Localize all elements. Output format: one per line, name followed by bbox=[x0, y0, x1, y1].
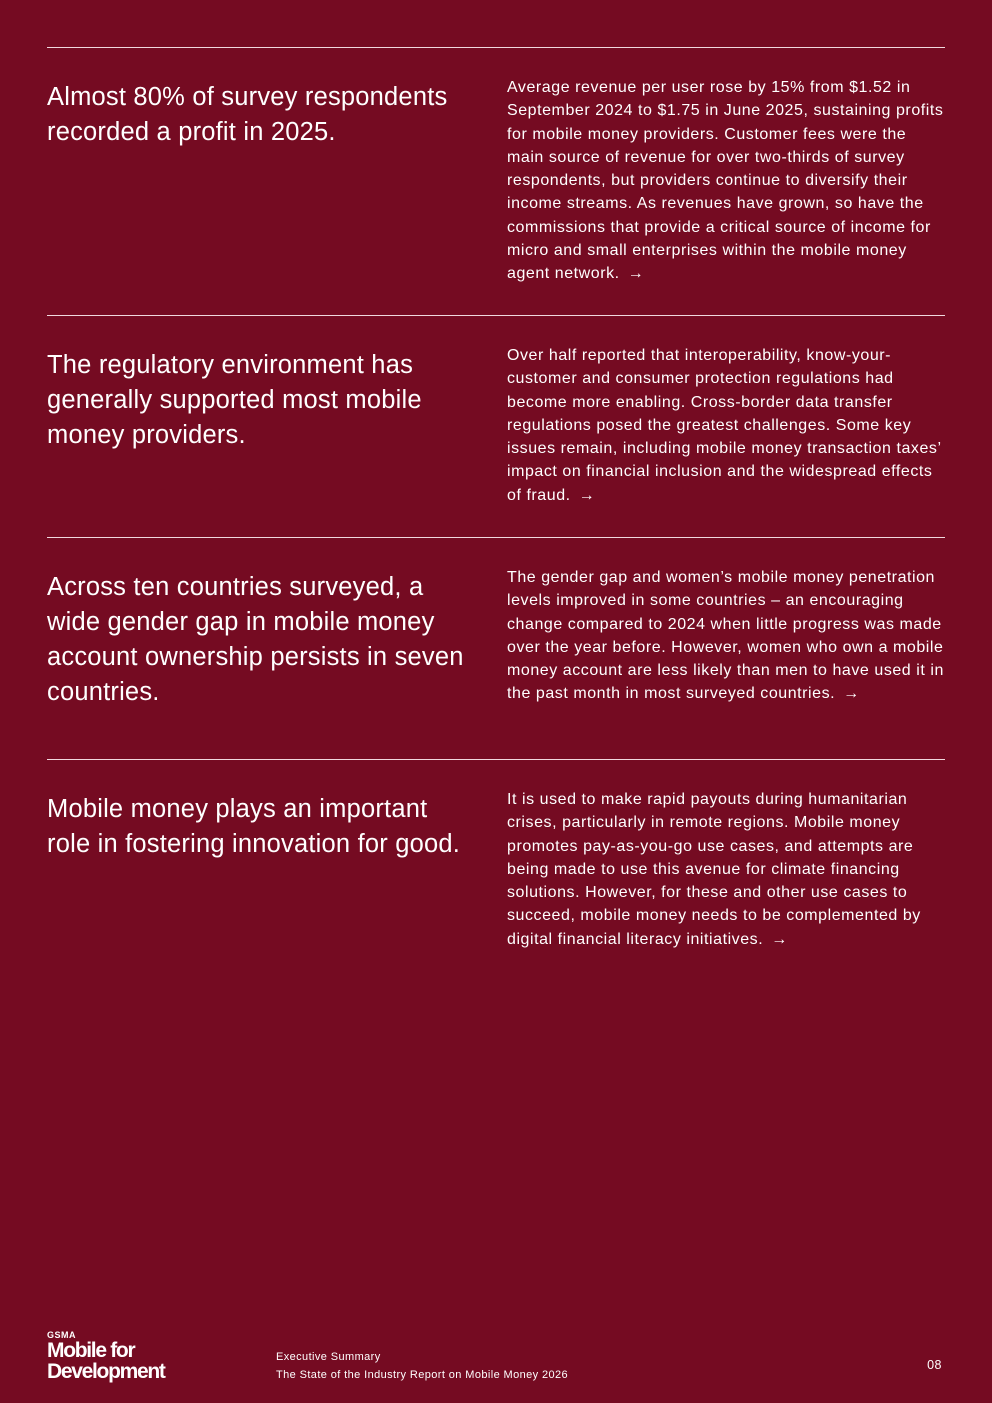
section-heading: The regulatory environment has generally supported most mobile money providers. bbox=[47, 351, 422, 449]
finding-section-profit bbox=[47, 47, 945, 316]
footer-section-label: Executive Summary bbox=[276, 1351, 381, 1363]
footer-caption bbox=[276, 1348, 568, 1384]
gsma-mobile-for-development-logo bbox=[47, 1331, 165, 1382]
section-body-text: Average revenue per user rose by 15% from $1.52 in September 2024 to $1.75 in June 2025, sustaining profits for mobile money providers. Customer fees were the main source of revenue for over two-thirds of survey respondents, but providers continue to diversify their income streams. As revenues have grown, so have the commissions that provide a critical source of income for micro and small enterprises within the mobile money agent network. bbox=[507, 79, 944, 283]
page-number: 08 bbox=[927, 1358, 942, 1372]
arrow-right-icon[interactable]: → bbox=[578, 486, 596, 504]
finding-section-innovation bbox=[47, 759, 945, 982]
finding-section-regulation bbox=[47, 315, 945, 538]
section-body bbox=[507, 76, 947, 286]
section-body-text: It is used to make rapid payouts during humanitarian crises, particularly in remote regions. Mobile money promotes pay-as-you-go use cases, and attempts are being made to use this avenue for climate financing solutions. However, for these and other use cases to succeed, mobile money needs to be complemented by digital financial literacy initiatives. bbox=[507, 791, 921, 948]
section-heading: Mobile money plays an important role in fostering innovation for good. bbox=[47, 795, 461, 858]
section-body bbox=[507, 566, 947, 706]
logo-gsma: GSMA bbox=[47, 1330, 76, 1340]
logo-line-2: Development bbox=[47, 1360, 165, 1383]
section-heading: Across ten countries surveyed, a wide gender gap in mobile money account ownership persists in seven countries. bbox=[47, 573, 464, 706]
section-body-text: Over half reported that interoperability, know-your-customer and consumer protection regulations had become more enabling. Cross-border data transfer regulations posed the greatest challenges. Some key issues remain, including mobile money transaction taxes’ impact on financial inclusion and the widespread effects of fraud. bbox=[507, 347, 941, 504]
section-heading: Almost 80% of survey respondents recorded a profit in 2025. bbox=[47, 83, 448, 146]
finding-section-gender-gap bbox=[47, 537, 945, 760]
footer-report-title: The State of the Industry Report on Mobile Money 2026 bbox=[276, 1369, 569, 1381]
logo-line-1: Mobile for bbox=[47, 1339, 135, 1362]
arrow-right-icon[interactable]: → bbox=[843, 685, 860, 703]
arrow-right-icon[interactable]: → bbox=[627, 265, 645, 283]
arrow-right-icon[interactable]: → bbox=[771, 930, 788, 948]
section-body-text: The gender gap and women’s mobile money penetration levels improved in some countries – an encouraging change compared to 2024 when little progress was made over the year before. However, women who own a mobile money account are less likely than men to have used it in the past month in most surveyed countries. bbox=[507, 569, 944, 703]
section-body bbox=[507, 788, 947, 951]
section-body bbox=[507, 344, 947, 507]
